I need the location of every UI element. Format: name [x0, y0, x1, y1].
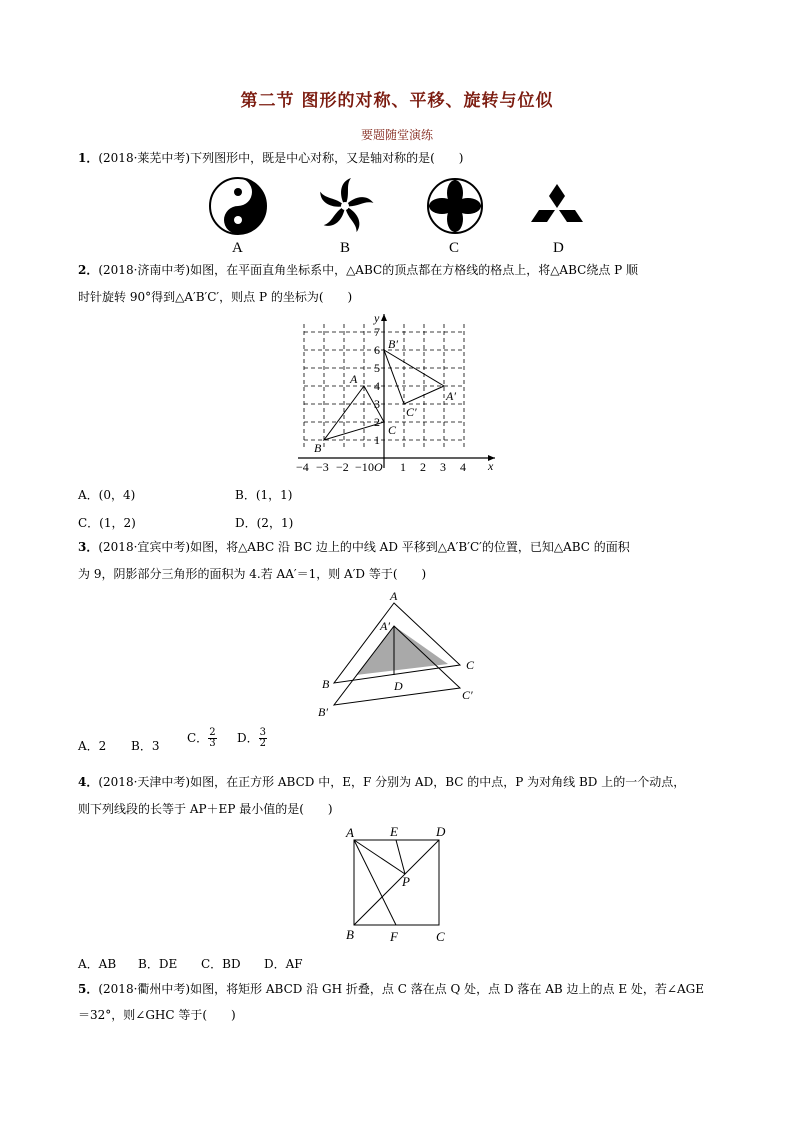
svg-text:B: B — [322, 677, 330, 691]
question-text: (2018·莱芜中考)下列图形中，既是中心对称，又是轴对称的是( ) — [98, 151, 464, 165]
option-d: D． $\frac{3}{2}$ — [237, 727, 266, 749]
question-4-line-2: 则下列线段的长等于 AP＋EP 最小值的是( ) — [78, 802, 333, 816]
svg-text:6: 6 — [374, 343, 380, 357]
figure-label: A — [232, 240, 243, 256]
svg-text:C′: C′ — [462, 688, 473, 702]
option-c: C．BD — [201, 957, 241, 971]
y-tick-labels — [374, 325, 380, 447]
svg-text:0: 0 — [368, 460, 374, 474]
svg-text:E: E — [390, 824, 398, 839]
question-5-line-2: ＝32°，则∠GHC 等于( ) — [78, 1008, 236, 1022]
svg-text:−1: −1 — [355, 460, 368, 474]
option-c: C．(1，2) — [78, 516, 136, 530]
svg-text:1: 1 — [400, 460, 406, 474]
coordinate-grid-figure — [290, 310, 505, 475]
option-b: B．DE — [138, 957, 178, 971]
figure-label: B — [340, 240, 351, 256]
option-a: A．(0，4) — [78, 488, 136, 502]
svg-text:A: A — [346, 825, 354, 840]
question-text: (2018·天津中考)如图，在正方形 ABCD 中，E，F 分别为 AD，BC 的中点，P 为对角线 BD 上的一个动点， — [98, 775, 686, 789]
svg-text:D: D — [436, 824, 446, 839]
option-d: D．AF — [264, 957, 303, 971]
svg-text:1: 1 — [374, 433, 380, 447]
svg-text:A′: A′ — [380, 619, 390, 633]
svg-text:−4: −4 — [296, 460, 309, 474]
square-figure — [340, 822, 460, 947]
x-axis-label: x — [488, 459, 494, 473]
svg-text:C: C — [436, 929, 445, 944]
page-title: 第二节 图形的对称、平移、旋转与位似 — [240, 91, 554, 111]
question-number: 3． — [78, 540, 99, 554]
translated-triangles-figure — [310, 585, 490, 720]
triangle-a-prime-b-prime-c-prime — [384, 350, 444, 404]
question-number: 1． — [78, 151, 99, 165]
svg-text:P: P — [402, 874, 410, 889]
option-d: D．(2，1) — [235, 516, 294, 530]
four-petal-circle-icon — [428, 179, 482, 233]
question-text: (2018·宜宾中考)如图，将△ABC 沿 BC 边上的中线 AD 平移到△A′B′C′的位置，已知△ABC 的面积 — [98, 540, 630, 554]
question-3-line-2: 为 9，阴影部分三角形的面积为 4.若 AA′＝1，则 A′D 等于( ) — [78, 567, 427, 581]
svg-text:A: A — [350, 372, 358, 386]
svg-text:B: B — [346, 927, 354, 942]
page-subtitle: 要题随堂演练 — [360, 128, 433, 142]
question-3 — [78, 540, 630, 554]
fraction: $\frac{3}{2}$ — [259, 727, 266, 749]
question-2 — [78, 263, 638, 277]
question-text: (2018·济南中考)如图，在平面直角坐标系中，△ABC的顶点都在方格线的格点上，将△ABC绕点 P 顺 — [98, 263, 639, 277]
svg-text:C: C — [388, 423, 397, 437]
origin-label: O — [374, 460, 383, 474]
option-a: A．AB — [78, 957, 117, 971]
three-diamonds-icon — [531, 184, 583, 222]
svg-text:B: B — [314, 441, 322, 455]
svg-text:A′: A′ — [446, 389, 456, 403]
svg-text:−2: −2 — [336, 460, 349, 474]
svg-text:D: D — [394, 679, 403, 693]
svg-text:C′: C′ — [406, 405, 417, 419]
question-number: 4． — [78, 775, 99, 789]
question-2-line-2: 时针旋转 90°得到△A′B′C′，则点 P 的坐标为( ) — [78, 290, 353, 304]
question-1 — [78, 151, 463, 165]
svg-text:5: 5 — [374, 361, 380, 375]
svg-text:A: A — [390, 589, 398, 603]
svg-text:B′: B′ — [388, 337, 398, 351]
question-number: 5． — [78, 982, 99, 996]
svg-text:C: C — [466, 658, 475, 672]
svg-text:2: 2 — [374, 415, 380, 429]
figure-label: D — [553, 240, 564, 256]
svg-text:3: 3 — [440, 460, 446, 474]
option-a: A．2 — [78, 739, 107, 753]
svg-text:F: F — [390, 929, 398, 944]
option-b: B．(1，1) — [235, 488, 293, 502]
option-c: C． $\frac{2}{3}$ — [187, 727, 216, 749]
question-number: 2． — [78, 263, 99, 277]
svg-text:7: 7 — [374, 325, 380, 339]
point-labels — [314, 337, 456, 455]
svg-text:2: 2 — [420, 460, 426, 474]
figure-label: C — [449, 240, 460, 256]
svg-text:4: 4 — [374, 379, 380, 393]
y-axis-label: y — [374, 311, 380, 325]
option-b: B．3 — [131, 739, 160, 753]
svg-text:B′: B′ — [318, 705, 328, 719]
question-5 — [78, 982, 704, 996]
triangle-abc — [324, 386, 384, 440]
svg-text:3: 3 — [374, 397, 380, 411]
yin-yang-icon — [210, 178, 266, 234]
svg-text:4: 4 — [460, 460, 466, 474]
svg-text:−3: −3 — [316, 460, 329, 474]
question-text: (2018·衢州中考)如图，将矩形 ABCD 沿 GH 折叠，点 C 落在点 Q 处，点 D 落在 AB 边上的点 E 处，若∠AGE — [98, 982, 704, 996]
q1-figures — [200, 172, 590, 262]
pinwheel-flower-icon — [317, 178, 373, 232]
question-4 — [78, 775, 685, 789]
fraction: $\frac{2}{3}$ — [209, 727, 216, 749]
